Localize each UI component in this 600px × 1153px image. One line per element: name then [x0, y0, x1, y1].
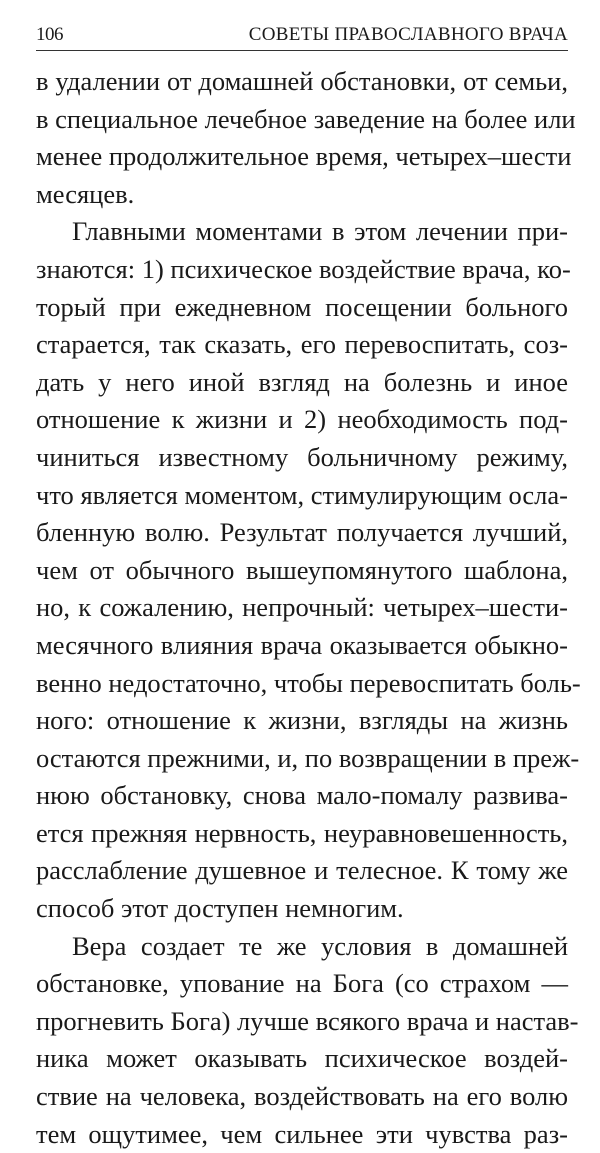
text-line: что является моментом, стимулирующим осла- — [36, 479, 568, 510]
text-line: чиниться известному больничному режиму, — [36, 441, 568, 472]
text-line: но, к сожалению, непрочный: четырех–шести- — [36, 592, 568, 623]
text-line: ется прежняя нервность, неуравновешенность, — [36, 817, 568, 848]
text-line: остаются прежними, и, по возвращении в преж- — [36, 742, 580, 773]
text-line: торый при ежедневном посещении больного — [36, 291, 568, 322]
text-line: дать у него иной взгляд на болезнь и иное — [36, 366, 568, 397]
text-line: тем ощутимее, чем сильнее эти чувства раз- — [36, 1118, 568, 1149]
text-line: отношение к жизни и 2) необходимость под- — [36, 404, 568, 435]
text-line: старается, так сказать, его перевоспитать, соз- — [36, 329, 568, 360]
text-line: знаются: 1) психическое воздействие врача, ко- — [36, 253, 571, 284]
text-line: расслабление душевное и телесное. К тому же — [36, 855, 568, 886]
paragraph-1 — [36, 63, 576, 213]
text-line: ного: отношение к жизни, взгляды на жизнь — [36, 705, 568, 736]
text-line: Главными моментами в этом лечении при- — [72, 216, 568, 247]
text-line: обстановке, упование на Бога (со страхом — — [36, 968, 568, 999]
page-header — [36, 24, 568, 48]
text-line: венно недостаточно, чтобы перевоспитать боль- — [36, 667, 581, 698]
text-line: месячного влияния врача оказывается обыкно- — [36, 629, 568, 660]
page-body — [36, 63, 581, 1153]
text-line: ника может оказывать психическое воздей- — [36, 1043, 568, 1074]
text-line: чем от обычного вышеупомянутого шаблона, — [36, 554, 568, 585]
paragraph-3 — [36, 928, 579, 1153]
text-line: бленную волю. Результат получается лучший, — [36, 517, 568, 548]
text-line: месяцев. — [36, 178, 135, 209]
text-line: способ этот доступен немногим. — [36, 893, 404, 924]
text-line: в специальное лечебное заведение на более или — [36, 103, 576, 134]
header-rule — [36, 50, 568, 51]
text-line: ствие на человека, воздействовать на его волю — [36, 1081, 568, 1112]
text-line: в удалении от домашней обстановки, от семьи, — [36, 66, 568, 96]
page-number: 106 — [36, 24, 63, 45]
paragraph-2 — [36, 213, 581, 927]
text-line: прогневить Бога) лучше всякого врача и настав- — [36, 1005, 579, 1036]
text-line: Вера создает те же условия в домашней — [72, 930, 568, 961]
text-line: менее продолжительное время, четырех–шести — [36, 141, 572, 172]
text-line: нюю обстановку, снова мало-помалу развива- — [36, 780, 568, 811]
running-title: СОВЕТЫ ПРАВОСЛАВНОГО ВРАЧА — [248, 24, 568, 45]
